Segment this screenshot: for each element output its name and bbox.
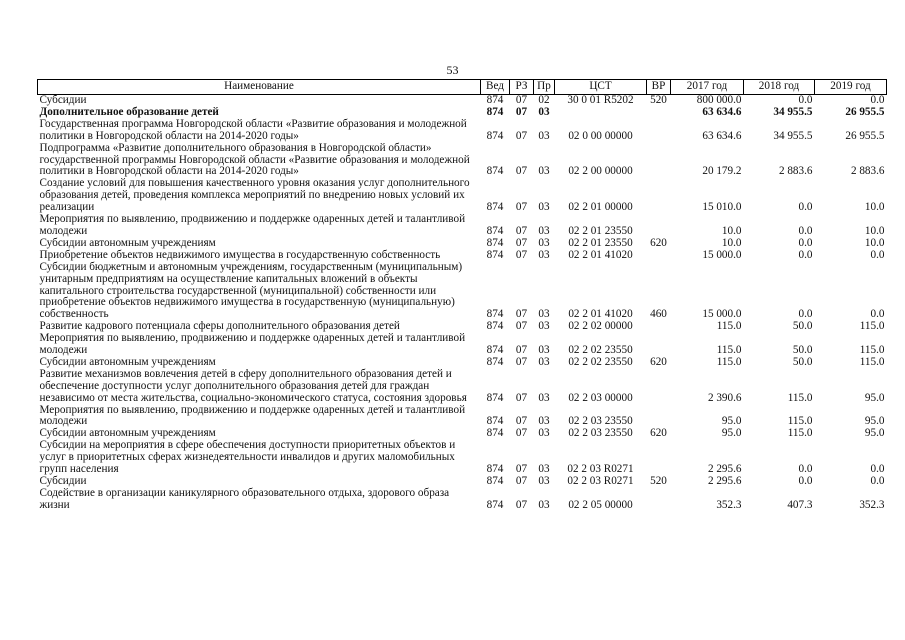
row-pr: 03	[538, 355, 550, 368]
row-rz: 07	[515, 427, 528, 440]
row-2017: 63 634.6	[702, 105, 742, 118]
row-2017: 95.0	[721, 427, 742, 440]
table-row	[38, 214, 887, 238]
row-2017: 800 000.0	[696, 94, 742, 106]
row-2019: 0.0	[870, 463, 885, 476]
row-rz: 07	[515, 475, 528, 487]
row-pr: 03	[538, 415, 550, 428]
row-vr	[647, 321, 671, 333]
row-ved: 874	[486, 498, 504, 511]
row-pr: 03	[538, 344, 550, 357]
row-name: Мероприятия по выявлению, продвижению и поддержке одаренных детей и талантливой молодежи	[39, 403, 466, 428]
row-ved: 874	[486, 236, 504, 249]
row-name: Государственная программа Новгородской области «Развитие образования и молодежной политики в Новгородской области на 2014-2020 годы»	[39, 117, 467, 142]
row-cst: 02 2 03 R0271	[567, 463, 634, 476]
row-vr	[647, 250, 671, 262]
row-rz: 07	[515, 165, 528, 178]
row-vr	[647, 178, 671, 214]
header-vr: ВР	[647, 80, 671, 95]
page-number: 53	[446, 63, 459, 77]
row-rz: 07	[515, 308, 528, 321]
row-2018: 0.0	[798, 463, 813, 476]
row-2017: 2 295.6	[707, 463, 742, 476]
row-2019: 95.0	[864, 427, 885, 440]
row-rz: 07	[515, 355, 528, 368]
header-pr: Пр	[534, 80, 555, 95]
row-pr: 03	[538, 475, 550, 487]
row-2019: 95.0	[864, 415, 885, 428]
row-2017: 63 634.6	[702, 129, 742, 142]
row-rz: 07	[515, 236, 528, 249]
header-2019: 2019 год	[815, 80, 887, 95]
row-2017: 15 010.0	[702, 201, 742, 214]
row-pr: 03	[538, 463, 550, 476]
table-row	[38, 369, 887, 405]
row-2018: 0.0	[798, 475, 813, 487]
row-ved: 874	[486, 248, 504, 261]
table-body	[38, 95, 887, 512]
row-2017: 115.0	[716, 344, 742, 357]
table-header-row	[38, 80, 887, 95]
row-cst: 02 2 03 00000	[568, 391, 633, 404]
row-2018: 34 955.5	[773, 129, 813, 142]
row-rz: 07	[515, 344, 528, 357]
row-rz: 07	[515, 201, 528, 214]
row-pr: 03	[538, 391, 550, 404]
row-2019: 0.0	[870, 475, 885, 487]
row-2019: 10.0	[864, 224, 885, 237]
row-pr: 03	[538, 248, 550, 261]
row-name: Субсидии	[39, 475, 87, 487]
row-2019: 352.3	[859, 498, 885, 511]
row-pr: 02	[538, 94, 550, 106]
row-name: Субсидии	[39, 94, 87, 106]
row-2019: 0.0	[870, 308, 885, 321]
row-cst: 02 2 05 00000	[568, 498, 633, 511]
row-vr	[647, 333, 671, 357]
row-vr: 520	[650, 475, 667, 487]
row-2018: 34 955.5	[773, 105, 813, 118]
row-2017: 352.3	[716, 498, 742, 511]
row-2019: 10.0	[864, 236, 885, 249]
row-ved: 874	[486, 165, 504, 178]
row-cst: 02 2 01 41020	[568, 248, 633, 261]
row-2018: 115.0	[787, 391, 813, 404]
row-2017: 15 000.0	[702, 248, 742, 261]
row-2019: 0.0	[870, 248, 885, 261]
row-2019: 115.0	[859, 344, 885, 357]
row-2019: 10.0	[864, 201, 885, 214]
row-2019: 95.0	[864, 391, 885, 404]
row-ved: 874	[486, 355, 504, 368]
row-pr: 03	[538, 105, 550, 118]
row-cst: 30 0 01 R5202	[567, 94, 634, 106]
row-name: Субсидии автономным учреждениям	[39, 236, 216, 249]
row-ved: 874	[486, 94, 504, 106]
row-vr: 620	[650, 427, 667, 440]
row-pr: 03	[538, 427, 550, 440]
row-2018: 115.0	[787, 415, 813, 428]
row-cst: 02 2 01 41020	[568, 308, 633, 321]
row-rz: 07	[515, 463, 528, 476]
table-row	[38, 405, 887, 429]
table-row	[38, 262, 887, 322]
row-name: Содействие в организации каникулярного образовательного отдыха, здорового образа жизни	[39, 486, 450, 511]
row-2018: 50.0	[792, 344, 813, 357]
row-ved: 874	[486, 427, 504, 440]
row-2018: 0.0	[798, 224, 813, 237]
row-2017: 10.0	[721, 224, 742, 237]
row-rz: 07	[515, 224, 528, 237]
row-vr	[647, 405, 671, 429]
row-cst: 02 2 03 R0271	[567, 475, 634, 487]
row-2019: 0.0	[870, 94, 885, 106]
row-pr: 03	[538, 201, 550, 214]
row-pr: 03	[538, 165, 550, 178]
row-2018: 0.0	[798, 308, 813, 321]
row-rz: 07	[515, 94, 528, 106]
row-name: Субсидии бюджетным и автономным учреждениям, государственным (муниципальным) унитарным предприятиям на осуществление капитальных вложений в объекты капитального строительства государственной (муниципальной) собственности или приобретение объектов недвижимого имущества в государственную (муниципальную) собственность	[39, 260, 463, 321]
row-vr: 520	[650, 94, 667, 106]
row-cst: 02 2 02 00000	[568, 320, 633, 333]
row-pr: 03	[538, 129, 550, 142]
row-name: Подпрограмма «Развитие дополнительного образования в Новгородской области» государственной программы Новгородской области «Развитие образования и молодежной политики в Новгородской области на 2014-2020 годы»	[39, 141, 470, 178]
row-pr: 03	[538, 320, 550, 333]
row-cst: 02 0 00 00000	[568, 129, 633, 142]
row-vr	[647, 143, 671, 179]
row-ved: 874	[486, 320, 504, 333]
table-row	[38, 238, 887, 250]
row-ved: 874	[486, 308, 504, 321]
row-cst: 02 2 03 23550	[568, 427, 633, 440]
row-pr: 03	[538, 308, 550, 321]
row-vr	[647, 488, 671, 512]
row-cst: 02 2 02 23550	[568, 344, 633, 357]
row-ved: 874	[486, 391, 504, 404]
row-2018: 50.0	[792, 320, 813, 333]
row-cst: 02 2 01 23550	[568, 224, 633, 237]
header-rz: РЗ	[510, 80, 534, 95]
budget-table	[37, 79, 887, 512]
row-2019: 115.0	[859, 320, 885, 333]
row-vr	[647, 119, 671, 143]
row-vr	[647, 369, 671, 405]
row-name: Приобретение объектов недвижимого имущества в государственную собственность	[39, 248, 441, 261]
row-rz: 07	[515, 391, 528, 404]
row-2018: 0.0	[798, 248, 813, 261]
row-name: Создание условий для повышения качественного уровня оказания услуг дополнительного образования детей, проведения комплекса мероприятий по внедрению новых условий их реализации	[39, 177, 470, 214]
row-2018: 115.0	[787, 427, 813, 440]
row-pr: 03	[538, 236, 550, 249]
row-vr	[647, 214, 671, 238]
row-ved: 874	[486, 105, 504, 118]
row-pr: 03	[538, 224, 550, 237]
row-cst	[555, 107, 647, 119]
row-vr: 620	[650, 355, 667, 368]
row-2017: 95.0	[721, 415, 742, 428]
row-rz: 07	[515, 498, 528, 511]
row-ved: 874	[486, 415, 504, 428]
row-ved: 874	[486, 344, 504, 357]
row-2019: 26 955.5	[845, 129, 885, 142]
row-2018: 407.3	[787, 498, 813, 511]
row-ved: 874	[486, 475, 504, 487]
row-cst: 02 2 00 00000	[568, 165, 633, 178]
row-2017: 115.0	[716, 320, 742, 333]
row-rz: 07	[515, 320, 528, 333]
row-rz: 07	[515, 415, 528, 428]
row-2017: 2 295.6	[707, 475, 742, 487]
row-rz: 07	[515, 129, 528, 142]
row-name: Развитие кадрового потенциала сферы дополнительного образования детей	[39, 320, 400, 333]
row-2017: 2 390.6	[707, 391, 742, 404]
header-name: Наименование	[38, 80, 481, 95]
table-row	[38, 119, 887, 143]
row-2017: 115.0	[716, 355, 742, 368]
row-2019: 2 883.6	[850, 165, 885, 178]
table-row	[38, 440, 887, 476]
row-vr: 460	[650, 308, 667, 321]
row-cst: 02 2 01 00000	[568, 201, 633, 214]
row-2018: 0.0	[798, 236, 813, 249]
row-name: Мероприятия по выявлению, продвижению и поддержке одаренных детей и талантливой молодежи	[39, 213, 466, 237]
row-pr: 03	[538, 498, 550, 511]
row-rz: 07	[515, 105, 528, 118]
row-2017: 20 179.2	[702, 165, 742, 178]
row-vr	[647, 440, 671, 476]
row-2018: 50.0	[792, 355, 813, 368]
header-2017: 2017 год	[671, 80, 744, 95]
row-2018: 0.0	[798, 94, 813, 106]
row-name: Развитие механизмов вовлечения детей в сферу дополнительного образования детей и обеспечение доступности услуг дополнительного образования детей для граждан независимо от места жительства, социально-экономического статуса, состояния здоровья	[39, 367, 467, 404]
row-ved: 874	[486, 129, 504, 142]
row-2019: 115.0	[859, 355, 885, 368]
header-ved: Вед	[481, 80, 510, 95]
row-2018: 2 883.6	[778, 165, 813, 178]
table-row	[38, 488, 887, 512]
row-cst: 02 2 01 23550	[568, 236, 633, 249]
row-2017: 10.0	[721, 236, 742, 249]
row-ved: 874	[486, 224, 504, 237]
row-cst: 02 2 03 23550	[568, 415, 633, 428]
row-ved: 874	[486, 201, 504, 214]
row-cst: 02 2 02 23550	[568, 355, 633, 368]
table-row	[38, 250, 887, 262]
header-cst: ЦСТ	[555, 80, 647, 95]
row-rz: 07	[515, 248, 528, 261]
table-row	[38, 178, 887, 214]
row-2018: 0.0	[798, 201, 813, 214]
row-name: Мероприятия по выявлению, продвижению и поддержке одаренных детей и талантливой молодежи	[39, 332, 466, 357]
row-name: Дополнительное образование детей	[39, 105, 219, 118]
row-name: Субсидии автономным учреждениям	[39, 427, 216, 440]
row-2019: 26 955.5	[845, 105, 885, 118]
row-ved: 874	[486, 463, 504, 476]
row-vr: 620	[650, 236, 667, 249]
header-2018: 2018 год	[744, 80, 815, 95]
row-2017: 15 000.0	[702, 308, 742, 321]
row-name: Субсидии на мероприятия в сфере обеспечения доступности приоритетных объектов и услуг в приоритетных сферах жизнедеятельности инвалидов и других маломобильных групп населения	[39, 439, 456, 476]
table-row	[38, 333, 887, 357]
table-row	[38, 143, 887, 179]
row-name: Субсидии автономным учреждениям	[39, 355, 216, 368]
row-vr	[647, 107, 671, 119]
